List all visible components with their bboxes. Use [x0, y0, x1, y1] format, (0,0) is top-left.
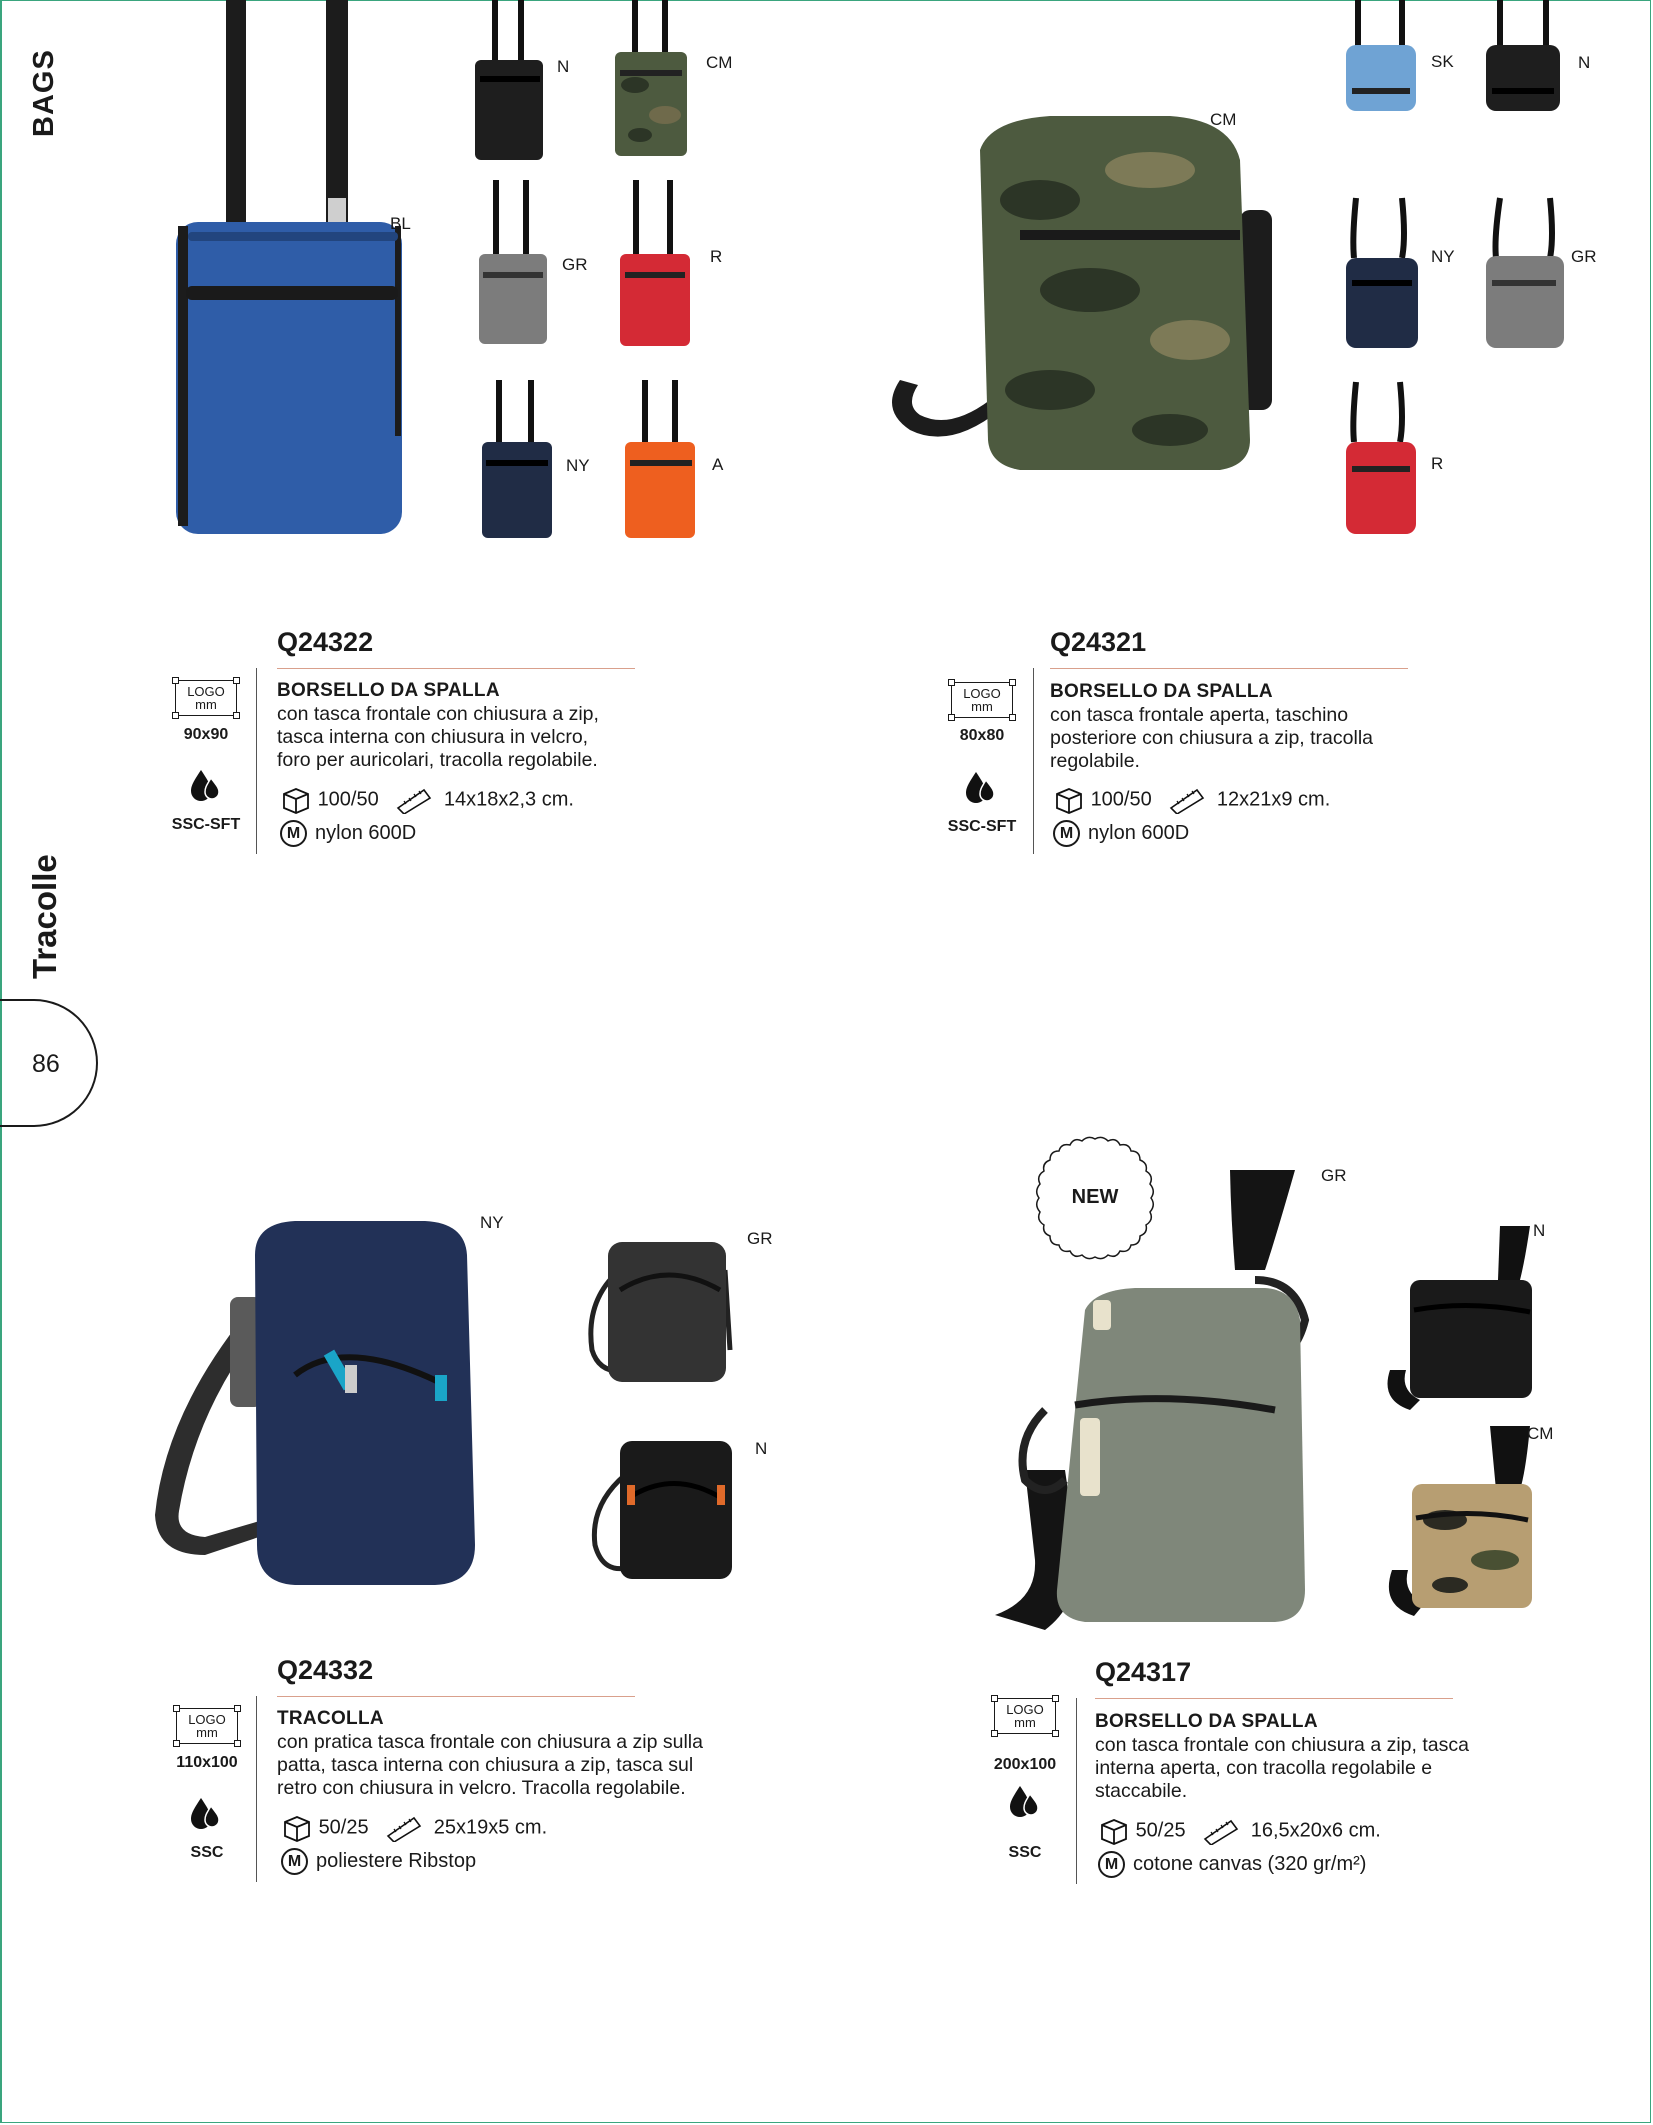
section-label-bags: BAGS	[28, 49, 60, 137]
packaging: 50/25	[1135, 1819, 1186, 1842]
print-technique: SSC-SFT	[947, 818, 1017, 835]
print-technique: SSC-SFT	[171, 816, 241, 833]
color-code-n: N	[557, 57, 570, 76]
packaging: 50/25	[318, 1816, 369, 1839]
color-code-cm-2: CM	[1210, 110, 1237, 129]
product-title: TRACOLLA	[277, 1708, 384, 1729]
ruler-icon	[384, 1814, 428, 1842]
dimensions: 12x21x9 cm.	[1216, 788, 1331, 811]
logo-unit: mm	[971, 699, 993, 714]
product-image-q24322-main	[150, 0, 410, 540]
category-label: Tracolle	[26, 854, 63, 979]
column-divider	[256, 1696, 257, 1882]
variant-image-a	[620, 380, 710, 540]
variant-image-gr-3	[580, 1230, 755, 1390]
logo-unit: mm	[1014, 1715, 1036, 1730]
dimensions: 16,5x20x6 cm.	[1250, 1819, 1381, 1842]
packaging: 100/50	[317, 788, 379, 811]
title-rule	[277, 1696, 635, 1697]
ruler-icon	[1201, 1817, 1245, 1845]
variant-image-cm-4	[1380, 1420, 1565, 1620]
material: nylon 600D	[315, 821, 417, 844]
column-divider	[256, 668, 257, 854]
color-code-ny-3: NY	[480, 1213, 504, 1232]
variant-image-n-4	[1380, 1220, 1565, 1415]
material: poliestere Ribstop	[316, 1849, 477, 1872]
logo-area-badge	[175, 680, 237, 716]
color-code-a: A	[712, 455, 724, 474]
product-description: con tasca frontale con chiusura a zip, tasca interna con chiusura in velcro, foro per auricolari, tracolla regolabile.	[277, 703, 599, 771]
color-code-gr-3: GR	[747, 1229, 773, 1248]
material: nylon 600D	[1088, 821, 1190, 844]
print-drop-icon	[964, 770, 996, 804]
material-icon: M	[1053, 820, 1080, 847]
material-icon: M	[280, 820, 307, 847]
color-code-cm-4: CM	[1527, 1424, 1554, 1443]
variant-image-n-3	[585, 1435, 760, 1585]
color-code-sk: SK	[1431, 52, 1454, 71]
product-title: BORSELLO DA SPALLA	[1095, 1711, 1318, 1732]
color-code-ny: NY	[566, 456, 590, 475]
title-rule	[1095, 1698, 1453, 1699]
material: cotone canvas (320 gr/m²)	[1133, 1852, 1367, 1875]
color-code-ny-2: NY	[1431, 247, 1455, 266]
print-drop-icon	[1008, 1784, 1040, 1818]
product-code: Q24321	[1050, 627, 1147, 657]
logo-size: 110x100	[176, 1754, 238, 1771]
column-divider	[1033, 668, 1034, 854]
color-code-bl: BL	[390, 214, 411, 233]
color-code-n-4: N	[1533, 1221, 1546, 1240]
product-image-q24321-main	[870, 110, 1290, 480]
logo-label: LOGO	[1006, 1702, 1044, 1717]
new-badge-label: NEW	[1071, 1186, 1119, 1208]
variant-image-cm	[610, 0, 705, 160]
product-code: Q24332	[277, 1655, 374, 1685]
dimensions: 14x18x2,3 cm.	[443, 788, 574, 811]
box-icon	[1098, 1817, 1130, 1845]
print-technique: SSC	[1008, 1844, 1042, 1861]
product-code: Q24317	[1095, 1657, 1192, 1687]
ruler-icon	[394, 786, 438, 814]
variant-image-r2	[1340, 382, 1430, 537]
logo-size: 200x100	[993, 1756, 1057, 1773]
color-code-gr-4: GR	[1321, 1166, 1347, 1185]
product-image-q24317-main	[965, 1160, 1360, 1650]
product-title: BORSELLO DA SPALLA	[277, 680, 500, 701]
packaging: 100/50	[1090, 788, 1152, 811]
box-icon	[280, 786, 312, 814]
packaging-dimensions-row	[1098, 1817, 1381, 1845]
logo-area-badge	[994, 1698, 1056, 1734]
variant-image-sk	[1340, 0, 1430, 115]
page-number: 86	[32, 1050, 60, 1078]
logo-label: LOGO	[188, 1712, 226, 1727]
material-row	[1053, 820, 1189, 847]
color-code-r: R	[710, 247, 723, 266]
box-icon	[1053, 786, 1085, 814]
variant-image-ny2	[1340, 198, 1430, 353]
packaging-dimensions-row	[1053, 786, 1330, 814]
variant-image-ny	[478, 380, 568, 540]
color-code-cm: CM	[706, 53, 733, 72]
product-image-q24332-main	[145, 1215, 490, 1590]
logo-area-badge	[951, 682, 1013, 718]
print-technique: SSC	[190, 1844, 224, 1861]
logo-label: LOGO	[187, 684, 225, 699]
product-code: Q24322	[277, 627, 374, 657]
product-title: BORSELLO DA SPALLA	[1050, 681, 1273, 702]
product-description: con tasca frontale con chiusura a zip, tasca interna aperta, con tracolla regolabile e staccabile.	[1095, 1734, 1469, 1802]
variant-image-n	[470, 0, 560, 165]
material-row	[280, 820, 416, 847]
product-description: con tasca frontale aperta, taschino posteriore con chiusura a zip, tracolla regolabile.	[1050, 704, 1373, 772]
variant-image-gr2	[1480, 198, 1575, 353]
print-drop-icon	[189, 768, 221, 802]
ruler-icon	[1167, 786, 1211, 814]
color-code-gr: GR	[562, 255, 588, 274]
dimensions: 25x19x5 cm.	[433, 1816, 548, 1839]
title-rule	[1050, 668, 1408, 669]
logo-label: LOGO	[963, 686, 1001, 701]
variant-image-n2	[1480, 0, 1570, 115]
material-row	[281, 1848, 476, 1875]
material-icon: M	[1098, 1851, 1125, 1878]
logo-unit: mm	[196, 1725, 218, 1740]
color-code-n-2: N	[1578, 53, 1591, 72]
print-drop-icon	[189, 1796, 221, 1830]
color-code-gr-2: GR	[1571, 247, 1597, 266]
logo-size: 80x80	[959, 727, 1005, 744]
variant-image-r	[615, 180, 705, 350]
logo-area-badge	[176, 1708, 238, 1744]
title-rule	[277, 668, 635, 669]
material-row	[1098, 1851, 1366, 1878]
packaging-dimensions-row	[281, 1814, 547, 1842]
material-icon: M	[281, 1848, 308, 1875]
product-description: con pratica tasca frontale con chiusura a zip sulla patta, tasca interna con chiusura a zip, tasca sul retro con chiusura in velcro. Tracolla regolabile.	[277, 1731, 703, 1799]
variant-image-gr	[475, 180, 560, 350]
logo-unit: mm	[195, 697, 217, 712]
packaging-dimensions-row	[280, 786, 574, 814]
color-code-n-3: N	[755, 1439, 768, 1458]
box-icon	[281, 1814, 313, 1842]
logo-size: 90x90	[183, 726, 229, 743]
color-code-r-2: R	[1431, 454, 1444, 473]
column-divider	[1076, 1698, 1077, 1884]
